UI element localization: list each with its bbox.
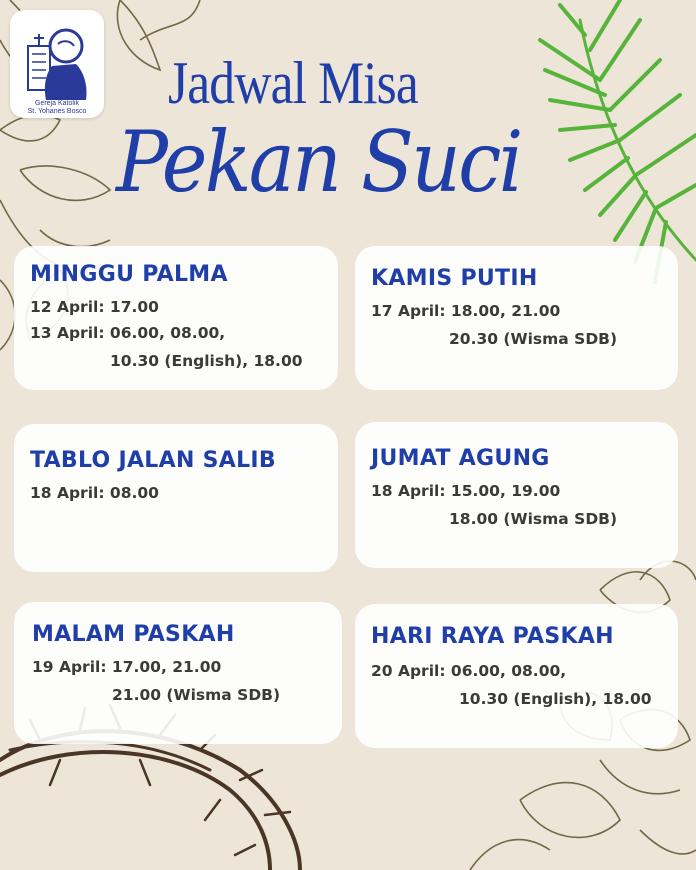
- schedule-card-kamis-putih: [355, 246, 678, 390]
- schedule-card-jumat-agung: [355, 422, 678, 568]
- schedule-card-tablo-jalan-salib: [14, 424, 338, 572]
- card-title: KAMIS PUTIH: [371, 266, 538, 291]
- logo-line-1: Gereja Katolik: [35, 100, 79, 107]
- schedule-line: 18.00 (Wisma SDB): [449, 510, 618, 528]
- schedule-line: 13 April: 06.00, 08.00,: [30, 324, 226, 342]
- schedule-line: 12 April: 17.00: [30, 298, 159, 316]
- schedule-line: 10.30 (English), 18.00: [110, 352, 303, 370]
- card-title: MINGGU PALMA: [30, 262, 228, 287]
- schedule-line: 20.30 (Wisma SDB): [449, 330, 618, 348]
- schedule-line: 17 April: 18.00, 21.00: [371, 302, 561, 320]
- schedule-line: 19 April: 17.00, 21.00: [32, 658, 222, 676]
- church-logo: [10, 10, 104, 118]
- saint-portrait-icon: [24, 16, 90, 100]
- schedule-card-minggu-palma: [14, 246, 338, 390]
- page-title-line-1: Jadwal Misa: [168, 50, 418, 116]
- card-title: MALAM PASKAH: [32, 622, 235, 647]
- logo-line-2: St. Yohanes Bosco: [27, 108, 87, 115]
- card-title: JUMAT AGUNG: [371, 446, 550, 471]
- card-title: HARI RAYA PASKAH: [371, 624, 614, 649]
- palm-leaf-illustration: [540, 0, 696, 282]
- schedule-line: 20 April: 06.00, 08.00,: [371, 662, 567, 680]
- schedule-line: 18 April: 08.00: [30, 484, 159, 502]
- schedule-card-malam-paskah: [14, 602, 342, 744]
- card-title: TABLO JALAN SALIB: [30, 448, 276, 473]
- schedule-card-hari-raya-paskah: [355, 604, 678, 748]
- schedule-line: 10.30 (English), 18.00: [459, 690, 652, 708]
- schedule-line: 21.00 (Wisma SDB): [112, 686, 281, 704]
- schedule-line: 18 April: 15.00, 19.00: [371, 482, 561, 500]
- page-title-line-2: Pekan Suci: [116, 113, 521, 211]
